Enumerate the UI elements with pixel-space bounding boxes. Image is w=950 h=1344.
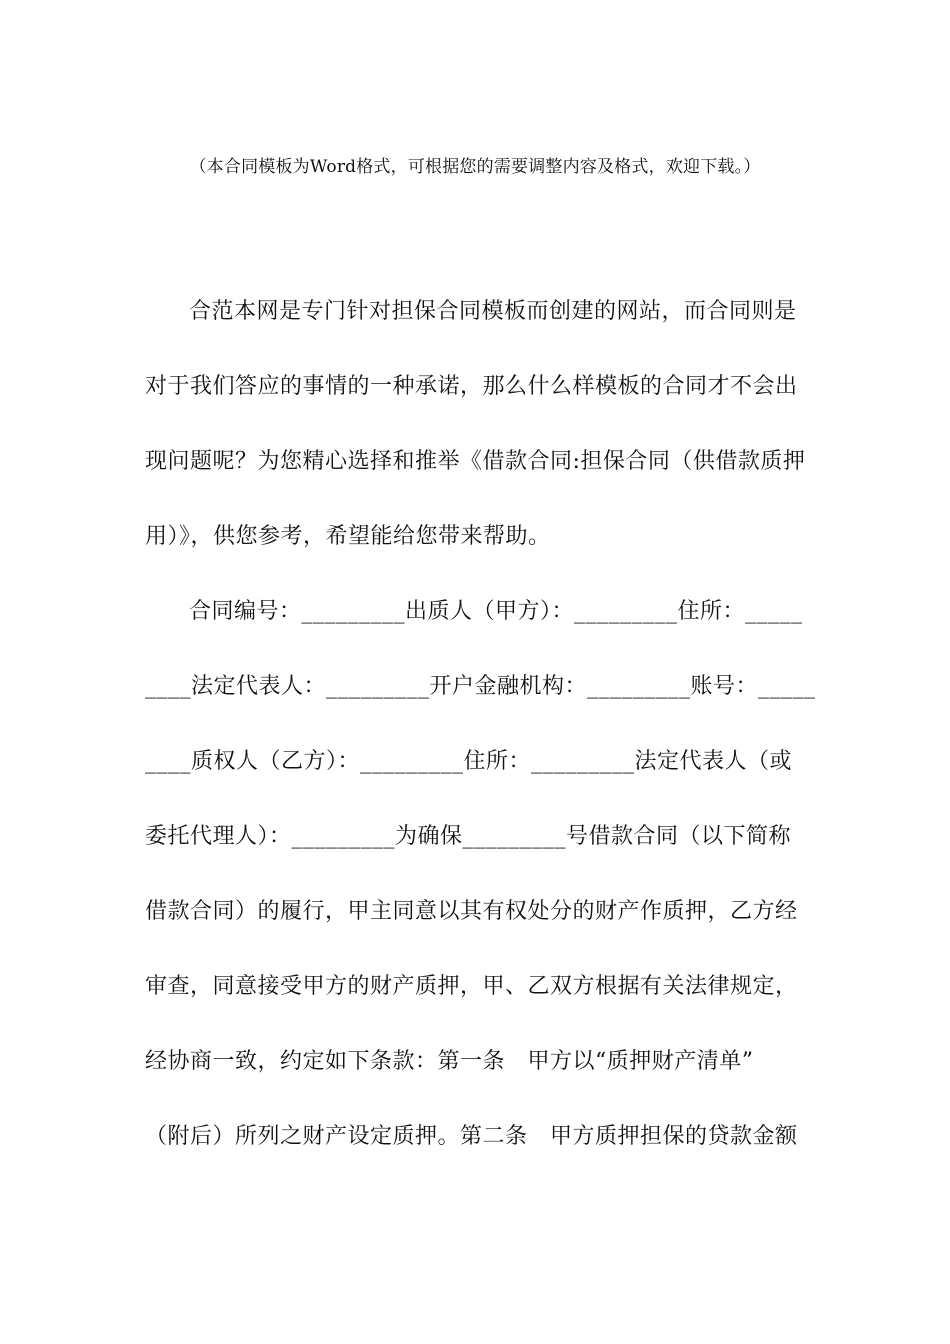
paragraph-line-7: ____质权人（乙方）：_________住所：_________法定代表人（或 (145, 749, 793, 774)
paragraph-line-3: 现问题呢？为您精心选择和推举《借款合同:担保合同（供借款质押 (145, 449, 806, 474)
paragraph-line-1: 合范本网是专门针对担保合同模板而创建的网站，而合同则是 (189, 299, 797, 324)
paragraph-line-6: ____法定代表人：_________开户金融机构：_________账号：_____ (145, 674, 816, 699)
paragraph-line-11: 经协商一致，约定如下条款：第一条 甲方以“质押财产清单” (145, 1049, 754, 1074)
paragraph-line-9: 借款合同）的履行，甲主同意以其有权处分的财产作质押，乙方经 (145, 899, 798, 924)
template-note: （本合同模板为Word格式，可根据您的需要调整内容及格式，欢迎下载。） (189, 157, 761, 177)
paragraph-line-2: 对于我们答应的事情的一种承诺，那么什么样模板的合同才不会出 (145, 374, 798, 399)
paragraph-line-8: 委托代理人）：_________为确保_________号借款合同（以下简称 (145, 824, 792, 849)
paragraph-line-4: 用）》，供您参考，希望能给您带来帮助。 (145, 524, 551, 549)
paragraph-line-5: 合同编号：_________出质人（甲方）：_________住所：_____ (189, 599, 803, 624)
paragraph-line-10: 审查，同意接受甲方的财产质押，甲、乙双方根据有关法律规定， (145, 974, 798, 999)
paragraph-line-12: （附后）所列之财产设定质押。第二条 甲方质押担保的贷款金额 (145, 1124, 798, 1149)
